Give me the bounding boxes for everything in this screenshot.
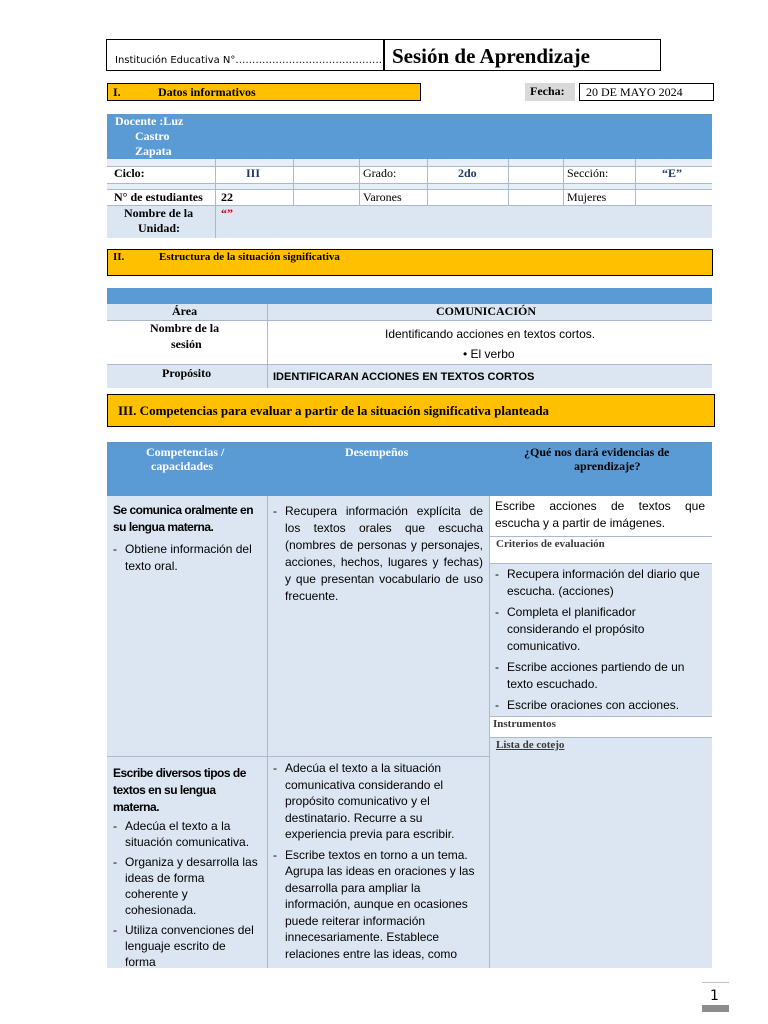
comp-header-col2: Desempeños <box>345 445 409 459</box>
session-bullet: • El verbo <box>463 347 515 361</box>
capacities-list-2 <box>113 818 259 974</box>
unit-label-2: Unidad: <box>138 221 181 235</box>
competency-1: Se comunica oralmente en su lengua materna. <box>113 503 254 534</box>
evidence-text: Escribe acciones de textos que escucha y a partir de imágenes. <box>495 499 705 530</box>
capacity-item: - Obtiene información del texto oral. <box>113 541 261 575</box>
teacher-line-3: Zapata <box>135 144 172 158</box>
page-number: 1 <box>710 988 719 1004</box>
students-label: N° de estudiantes <box>114 190 203 204</box>
criteria-title: Criterios de evaluación <box>496 538 605 550</box>
teacher-row <box>107 114 712 159</box>
capacity-item: - Utiliza convenciones del lenguaje escrito de forma <box>113 922 259 970</box>
seccion-value: “E” <box>662 166 683 180</box>
grado-label: Grado: <box>363 166 397 180</box>
ciclo-value: III <box>246 166 261 180</box>
instruments-title: Instrumentos <box>493 718 556 730</box>
section-2-number: II. <box>113 251 125 263</box>
date-value-box <box>579 83 714 101</box>
performance-item: - Recupera información explícita de los textos orales que escucha (nombres de personas y personajes, acciones, hechos, lugares y fechas) y que presentan vocabulario de uso frecuente. <box>273 503 483 605</box>
info-row-ciclo <box>107 166 712 183</box>
performance-item: - Adecúa el texto a la situación comunicativa considerando el propósito comunicativo y el destinatario. Recurre a su experiencia previa para escribir. <box>273 760 479 843</box>
performance-list-1 <box>273 503 483 609</box>
students-value: 22 <box>221 190 233 204</box>
criteria-item: - Recupera información del diario que escucha. (acciones) <box>495 566 707 600</box>
title-box <box>384 39 661 71</box>
grado-value: 2do <box>458 166 477 180</box>
instrument-link: Lista de cotejo <box>496 739 565 751</box>
mujeres-label: Mujeres <box>567 190 607 204</box>
area-table-header <box>107 288 712 304</box>
institution-box <box>106 39 384 71</box>
unit-value: “” <box>221 206 233 220</box>
comp-header-col3-l1: ¿Qué nos dará evidencias de <box>524 445 670 459</box>
comp-header-col1-l2: capacidades <box>151 459 214 473</box>
performance-item: - Escribe textos en torno a un tema. Agrupa las ideas en oraciones y las desarrolla para ampliar la información, aunque en ocasiones puede reiterar información innecesariamente. Establece relaciones entre las ideas, como <box>273 847 479 963</box>
area-row <box>107 304 712 320</box>
info-spacer-1 <box>107 159 712 166</box>
session-value: Identificando acciones en textos cortos. <box>385 327 596 341</box>
session-label-1: Nombre de la <box>150 321 220 335</box>
criteria-item: - Escribe oraciones con acciones. <box>495 697 707 714</box>
criteria-item: - Escribe acciones partiendo de un texto escuchado. <box>495 659 707 693</box>
section-2-title: Estructura de la situación significativa <box>159 251 340 263</box>
date-label: Fecha: <box>530 84 565 98</box>
section-3-title: III. Competencias para evaluar a partir de la situación significativa planteada <box>118 403 550 418</box>
comp-header-col3-l2: aprendizaje? <box>574 459 641 473</box>
ciclo-label: Ciclo: <box>114 166 145 180</box>
institution-label: Institución Educativa N°……………………………………… <box>115 55 386 66</box>
purpose-label: Propósito <box>162 366 212 380</box>
performance-list-2 <box>273 760 479 966</box>
page-number-bar <box>702 1005 729 1012</box>
page-number-top-rule <box>702 982 729 983</box>
purpose-value: IDENTIFICARAN ACCIONES EN TEXTOS CORTOS <box>273 371 535 383</box>
teacher-line-1: Docente :Luz <box>115 114 184 128</box>
competency-2: Escribe diversos tipos de textos en su lengua materna. <box>113 766 246 814</box>
section-1-bar <box>107 83 421 101</box>
section-2-bar <box>107 249 713 276</box>
section-1-title: Datos informativos <box>158 85 256 99</box>
capacities-list-1 <box>113 541 261 579</box>
section-1-number: I. <box>113 85 121 99</box>
unit-label-1: Nombre de la <box>124 206 194 220</box>
section-3-bar <box>107 394 715 427</box>
teacher-line-2: Castro <box>135 129 170 143</box>
capacity-item: - Adecúa el texto a la situación comunicativa. <box>113 818 259 850</box>
area-label: Área <box>172 304 198 318</box>
page-title: Sesión de Aprendizaje <box>392 44 590 68</box>
area-value: COMUNICACIÓN <box>436 304 536 318</box>
session-label-2: sesión <box>171 337 202 351</box>
comp-header-col1-l1: Competencias / <box>146 445 225 459</box>
criteria-item: - Completa el planificador considerando el propósito comunicativo. <box>495 604 707 655</box>
date-value: 20 DE MAYO 2024 <box>586 85 683 99</box>
varones-label: Varones <box>363 190 402 204</box>
seccion-label: Sección: <box>567 166 609 180</box>
criteria-list <box>495 566 707 718</box>
capacity-item: - Organiza y desarrolla las ideas de forma coherente y cohesionada. <box>113 854 259 918</box>
date-label-box <box>525 83 575 101</box>
